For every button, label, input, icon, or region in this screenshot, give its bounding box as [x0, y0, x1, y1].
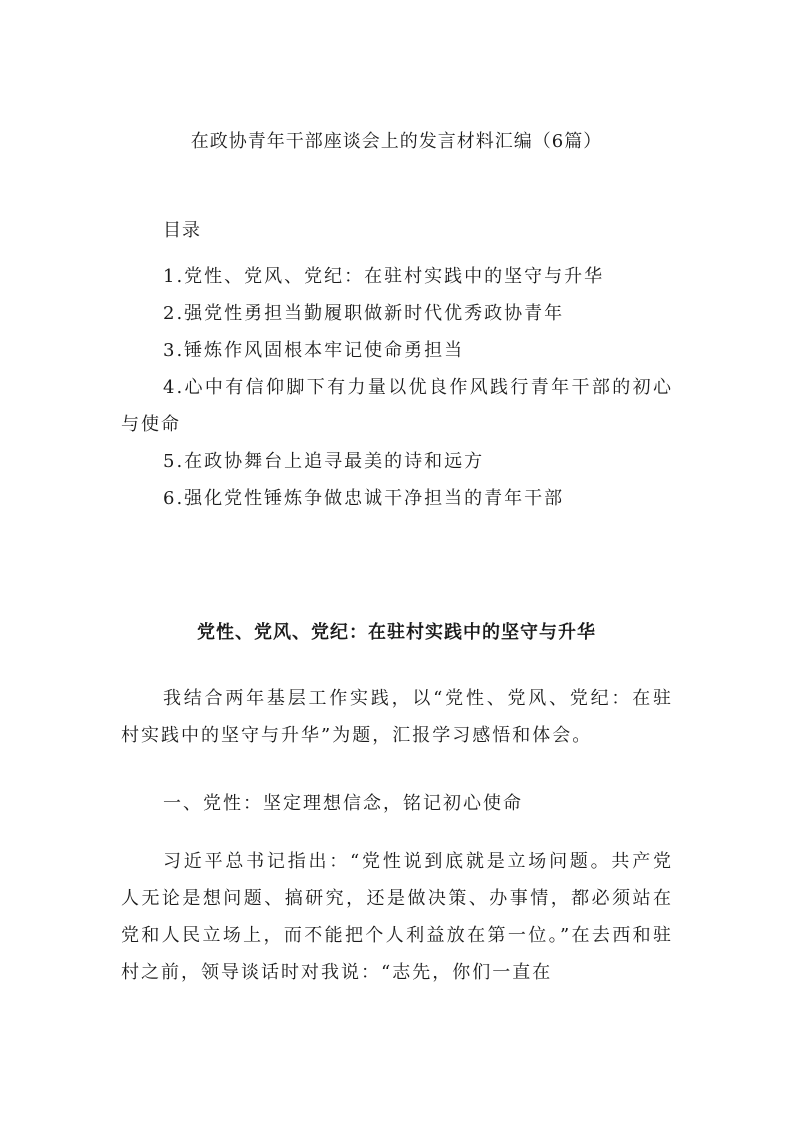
toc-item: 1.党性、党风、党纪：在驻村实践中的坚守与升华: [163, 266, 605, 287]
toc-item: 3.锤炼作风固根本牢记使命勇担当: [163, 340, 465, 361]
document-title: 在政协青年干部座谈会上的发言材料汇编（6篇）: [190, 131, 603, 152]
toc-item: 5.在政协舞台上追寻最美的诗和远方: [163, 451, 485, 472]
body-paragraph: 习近平总书记指出：“党性说到底就是立场问题。共产党人无论是想问题、搞研究，还是做决策、办事情，都必须站在党和人民立场上，而不能把个人利益放在第一位。”在去西和驻村之前，领导谈话时对我说：“志先，你们一直在: [121, 851, 673, 983]
table-of-contents: [121, 258, 673, 517]
toc-item: 2.强党性勇担当勤履职做新时代优秀政协青年: [163, 303, 565, 324]
intro-paragraph: 我结合两年基层工作实践，以“党性、党风、党纪：在驻村实践中的坚守与升华”为题，汇报学习感悟和体会。: [121, 688, 673, 746]
subheading: 一、党性：坚定理想信念，铭记初心使命: [163, 793, 523, 814]
toc-item: 4.心中有信仰脚下有力量以优良作风践行青年干部的初心与使命: [121, 377, 673, 435]
toc-item: 6.强化党性锤炼争做忠诚干净担当的青年干部: [163, 488, 565, 509]
section-title: 党性、党风、党纪：在驻村实践中的坚守与升华: [197, 622, 596, 643]
toc-heading: 目录: [163, 220, 201, 241]
